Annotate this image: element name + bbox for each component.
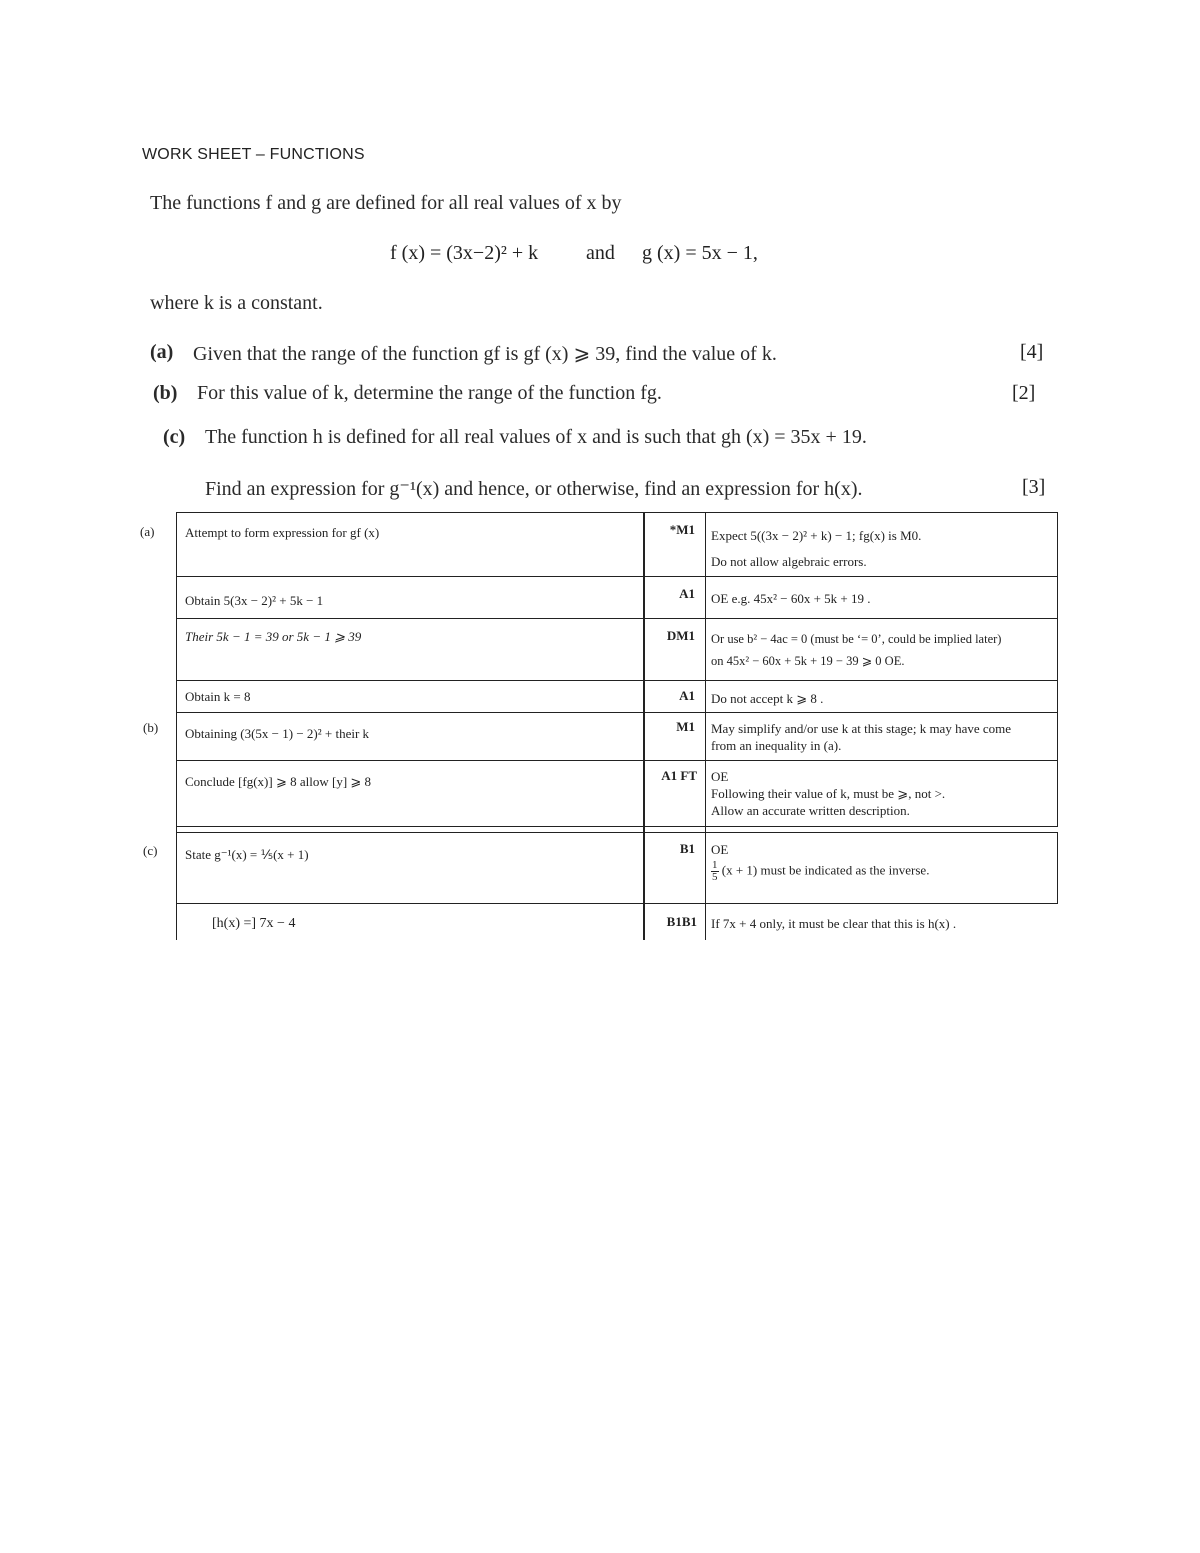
row-b2-mark: A1 FT — [661, 768, 697, 783]
row-b2-note-2: Following their value of k, must be ⩾, not >. — [711, 786, 946, 801]
row-b2-note-1: OE — [711, 769, 729, 784]
part-b-text: For this value of k, determine the range of the function fg. — [197, 382, 662, 404]
row-b1-answer: Obtaining (3(5x − 1) − 2)² + their k — [185, 726, 370, 741]
definition-f: f (x) = (3x−2)² + k — [390, 242, 539, 264]
row-a2-note-1: OE e.g. 45x² − 60x + 5k + 19 . — [711, 591, 871, 606]
row-b1-note-2: from an inequality in (a). — [711, 738, 842, 753]
row-a3-note-1: Or use b² − 4ac = 0 (must be ‘= 0’, could be implied later) — [711, 632, 1002, 646]
where-k-constant: where k is a constant. — [150, 292, 323, 314]
row-a3-answer: Their 5k − 1 = 39 or 5k − 1 ⩾ 39 — [185, 629, 362, 644]
row-a3-mark: DM1 — [666, 628, 695, 643]
row-c1-note-1: OE — [711, 842, 729, 857]
part-c-marks: [3] — [1022, 476, 1046, 498]
row-a1-note-2: Do not allow algebraic errors. — [711, 554, 867, 569]
row-b1-note-1: May simplify and/or use k at this stage; k may have come — [711, 721, 1012, 736]
part-a-text: Given that the range of the function gf is gf (x) ⩾ 39, find the value of k. — [193, 343, 777, 365]
row-b1-mark: M1 — [676, 719, 695, 734]
definition-and: and — [586, 242, 615, 264]
row-b2-note-3: Allow an accurate written description. — [711, 803, 910, 818]
row-c1-note-2 — [711, 860, 929, 883]
row-c2-note-1: If 7x + 4 only, it must be clear that this is h(x) . — [711, 916, 957, 931]
part-a-label: (a) — [150, 341, 174, 363]
row-a1-note-1: Expect 5((3x − 2)² + k) − 1; fg(x) is M0. — [711, 528, 922, 543]
row-c1-mark: B1 — [679, 841, 695, 856]
part-a-marks: [4] — [1020, 341, 1044, 363]
row-a4-mark: A1 — [679, 688, 695, 703]
part-b-marks: [2] — [1012, 382, 1036, 404]
part-c-label: (c) — [163, 426, 186, 448]
row-b2-answer: Conclude [fg(x)] ⩾ 8 allow [y] ⩾ 8 — [185, 774, 372, 789]
row-a4-answer: Obtain k = 8 — [185, 689, 251, 704]
row-a3-note-2: on 45x² − 60x + 5k + 19 − 39 ⩾ 0 OE. — [711, 654, 905, 668]
part-c-text: The function h is defined for all real values of x and is such that gh (x) = 35x + 19. — [205, 426, 867, 448]
part-b-label: (b) — [153, 382, 178, 404]
row-c1-note-2-text: (x + 1) must be indicated as the inverse. — [721, 862, 930, 878]
row-a1-answer: Attempt to form expression for gf (x) — [185, 525, 380, 540]
part-c-find-text: Find an expression for g⁻¹(x) and hence, or otherwise, find an expression for h(x). — [205, 478, 863, 500]
one-fifth-fraction: $\frac{1}{5}$ — [712, 859, 718, 883]
row-a-label: (a) — [140, 524, 155, 539]
row-a1-mark: *M1 — [669, 522, 695, 537]
row-a4-note-1: Do not accept k ⩾ 8 . — [711, 691, 824, 706]
row-b-label: (b) — [143, 720, 159, 735]
row-c-label: (c) — [143, 843, 158, 858]
row-a2-answer: Obtain 5(3x − 2)² + 5k − 1 — [185, 593, 324, 608]
row-c2-answer: [h(x) =] 7x − 4 — [212, 916, 296, 931]
worksheet-title: WORK SHEET – FUNCTIONS — [142, 146, 365, 163]
row-c2-mark: B1B1 — [666, 914, 697, 929]
row-c1-answer: State g⁻¹(x) = ⅕(x + 1) — [185, 847, 309, 862]
row-a2-mark: A1 — [679, 586, 695, 601]
definition-g: g (x) = 5x − 1, — [642, 242, 758, 264]
question-intro: The functions f and g are defined for all real values of x by — [150, 192, 622, 214]
